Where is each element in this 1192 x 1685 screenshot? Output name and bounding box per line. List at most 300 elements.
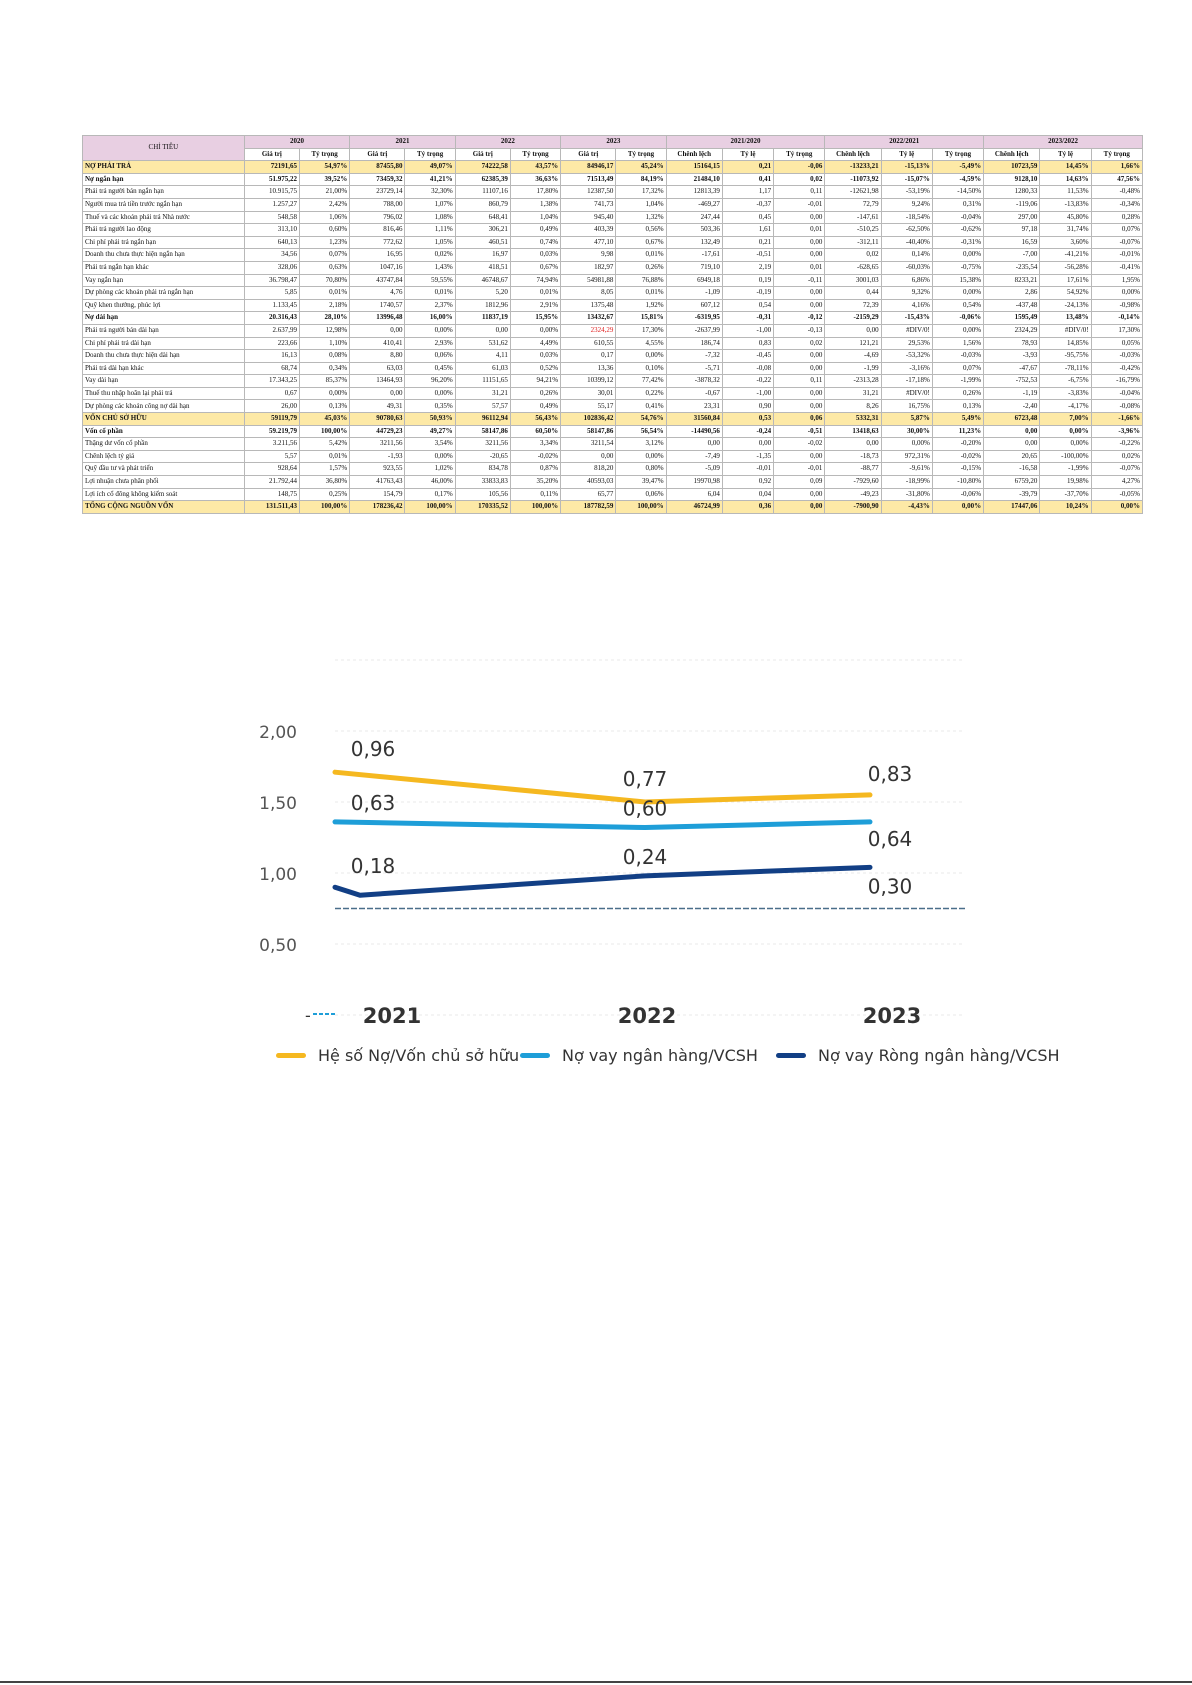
table-cell: 40593,03 [561,476,616,489]
table-cell: 0,00% [299,387,349,400]
table-cell: 0,14% [881,249,932,262]
table-cell: -0,13 [774,324,825,337]
table-cell: 36.798,47 [244,274,299,287]
table-cell: 9,24% [881,198,932,211]
table-cell: 10723,59 [984,161,1040,174]
table-cell: -1,00 [722,387,773,400]
table-cell: 0,67 [244,387,299,400]
table-cell: 0,00% [405,324,455,337]
table-cell: 0,00 [350,324,405,337]
table-cell: 719,10 [666,261,722,274]
table-cell: 945,40 [561,211,616,224]
table-cell: 94,21% [510,375,560,388]
table-row [83,299,1143,312]
table-cell: 41,21% [405,173,455,186]
table-cell: 17,30% [616,324,666,337]
table-cell: -1,99 [825,362,881,375]
row-label: Phải trả dài hạn khác [83,362,245,375]
table-cell: 4,55% [616,337,666,350]
table-cell: -0,15% [932,463,983,476]
table-cell: -0,07% [1091,236,1142,249]
table-cell: 1740,57 [350,299,405,312]
table-cell: 131.511,43 [244,501,299,514]
table-cell: 0,00 [825,438,881,451]
table-cell: 0,26% [616,261,666,274]
table-cell: 1.257,27 [244,198,299,211]
table-cell: -17,18% [881,375,932,388]
table-cell: 548,58 [244,211,299,224]
table-cell: 0,21 [722,236,773,249]
table-cell: 0,00% [616,350,666,363]
table-cell: 0,00 [774,211,825,224]
table-row [83,438,1143,451]
table-row [83,261,1143,274]
table-cell: 62385,39 [455,173,510,186]
table-cell: 0,00% [881,438,932,451]
table-cell: -0,62% [932,224,983,237]
table-cell: -0,20% [932,438,983,451]
table-cell: 45,03% [299,413,349,426]
table-cell: -0,06 [774,161,825,174]
table-row [83,400,1143,413]
table-cell: -18,99% [881,476,932,489]
table-cell: 7,00% [1040,413,1091,426]
table-cell: 132,49 [666,236,722,249]
row-label: Chi phí phải trả dài hạn [83,337,245,350]
table-cell: 328,06 [244,261,299,274]
row-label: Vay ngắn hạn [83,274,245,287]
table-cell: -0,51 [774,425,825,438]
table-cell: 0,00 [774,350,825,363]
table-cell: -0,37 [722,198,773,211]
table-cell: 97,18 [984,224,1040,237]
table-row [83,211,1143,224]
header-year: 2022 [455,136,560,149]
table-row [83,186,1143,199]
table-cell: 0,11 [774,186,825,199]
table-cell: 45,24% [616,161,666,174]
table-cell: 49,27% [405,425,455,438]
table-cell: -0,75% [932,261,983,274]
table-cell: -2313,28 [825,375,881,388]
table-cell: 87455,80 [350,161,405,174]
table-cell: -13233,21 [825,161,881,174]
x-tick-label: 2021 [362,1004,422,1028]
table-cell: 30,00% [881,425,932,438]
balance-sheet-table [82,135,1143,514]
table-cell: 306,21 [455,224,510,237]
table-cell: 178236,42 [350,501,405,514]
table-cell: 39,52% [299,173,349,186]
table-cell: 121,21 [825,337,881,350]
row-label: Phải trả ngắn hạn khác [83,261,245,274]
table-cell: -0,24 [722,425,773,438]
table-cell: -0,42% [1091,362,1142,375]
table-cell: 2324,29 [984,324,1040,337]
subheader: Tỷ trọng [405,148,455,161]
table-cell: 100,00% [616,501,666,514]
table-cell: 3211,56 [455,438,510,451]
axis-dash: - [305,1006,311,1025]
table-cell: 0,00% [405,450,455,463]
table-cell: 818,20 [561,463,616,476]
table-cell: 0,00% [616,450,666,463]
table-cell: 17.343,25 [244,375,299,388]
table-cell: -0,22% [1091,438,1142,451]
table-cell: 17447,06 [984,501,1040,514]
table-cell: 0,06% [405,350,455,363]
table-cell: -31,80% [881,488,932,501]
table-cell: -100,00% [1040,450,1091,463]
table-cell: 54,97% [299,161,349,174]
legend-item-debt-equity [276,1046,519,1065]
row-label: Nợ ngắn hạn [83,173,245,186]
table-cell: 21,00% [299,186,349,199]
table-cell: 186,74 [666,337,722,350]
table-cell: -13,83% [1040,198,1091,211]
row-label: TỔNG CỘNG NGUỒN VỐN [83,501,245,514]
table-cell: -10,80% [932,476,983,489]
subheader: Giá trị [350,148,405,161]
table-cell: 5,85 [244,287,299,300]
table-cell: 36,63% [510,173,560,186]
table-cell: 3,34% [510,438,560,451]
table-cell: 6,04 [666,488,722,501]
table-cell: 78,93 [984,337,1040,350]
table-cell: 0,36 [722,501,773,514]
table-cell: 16,59 [984,236,1040,249]
row-label: Chênh lệch tỷ giá [83,450,245,463]
series-line [335,867,870,895]
table-cell: 1,11% [405,224,455,237]
table-cell: 223,66 [244,337,299,350]
table-cell: 59.219,79 [244,425,299,438]
table-cell: -1,35 [722,450,773,463]
subheader: Tỷ trọng [510,148,560,161]
table-cell: 1,23% [299,236,349,249]
table-cell: 6723,48 [984,413,1040,426]
table-cell: 13,36 [561,362,616,375]
table-cell: 0,28% [1091,211,1142,224]
table-cell: 0,13% [932,400,983,413]
table-cell: 0,00% [510,324,560,337]
table-cell: 860,79 [455,198,510,211]
table-cell: -1,93 [350,450,405,463]
table-cell: -18,54% [881,211,932,224]
table-cell: 45,80% [1040,211,1091,224]
table-cell: 0,00% [932,501,983,514]
table-cell: 11151,65 [455,375,510,388]
table-cell: 0,63% [299,261,349,274]
row-label: Vay dài hạn [83,375,245,388]
page-bottom-rule [0,1681,1192,1683]
table-cell: 0,05% [1091,337,1142,350]
table-cell: -40,40% [881,236,932,249]
y-tick-label: 0,50 [259,936,297,956]
table-cell: 11,53% [1040,186,1091,199]
data-label: 0,60 [622,796,668,821]
table-cell: 13464,93 [350,375,405,388]
table-cell: 1,92% [616,299,666,312]
table-cell: 6949,18 [666,274,722,287]
legend-item-net-bank-debt [776,1046,1060,1065]
table-cell: 14,85% [1040,337,1091,350]
table-cell: -5,49% [932,161,983,174]
table-cell: 834,78 [455,463,510,476]
subheader: Tỷ lệ [722,148,773,161]
table-cell: 772,62 [350,236,405,249]
table-row [83,312,1143,325]
table-cell: 297,00 [984,211,1040,224]
table-cell: 1,05% [405,236,455,249]
table-cell: 96,20% [405,375,455,388]
table-cell: -628,65 [825,261,881,274]
table-cell: 17,61% [1040,274,1091,287]
table-cell: 610,55 [561,337,616,350]
table-cell: 20.316,43 [244,312,299,325]
subheader: Tỷ trọng [774,148,825,161]
table-cell: 74222,58 [455,161,510,174]
table-cell: 5,49% [932,413,983,426]
table-cell: 0,31% [932,198,983,211]
table-cell: 1,56% [932,337,983,350]
table-cell: 0,53 [722,413,773,426]
table-cell: 0,00 [666,438,722,451]
table-cell: -5,71 [666,362,722,375]
table-cell: 8,80 [350,350,405,363]
legend-label: Nợ vay Ròng ngân hàng/VCSH [818,1046,1060,1065]
table-cell: -53,32% [881,350,932,363]
table-cell: 85,37% [299,375,349,388]
table-cell: 0,01 [774,261,825,274]
table-cell: 76,88% [616,274,666,287]
subheader: Tỷ trọng [616,148,666,161]
table-cell: 0,00 [722,438,773,451]
table-cell: 0,00 [825,324,881,337]
table-cell: 46724,99 [666,501,722,514]
table-cell: 1375,48 [561,299,616,312]
table-cell: 0,01% [299,287,349,300]
row-label: VỐN CHỦ SỞ HỮU [83,413,245,426]
table-cell: 0,54 [722,299,773,312]
table-cell: 4,11 [455,350,510,363]
table-cell: -6319,95 [666,312,722,325]
table-cell: -11073,92 [825,173,881,186]
table-cell: 46748,67 [455,274,510,287]
table-cell: 0,17 [561,350,616,363]
row-label: Doanh thu chưa thực hiện dài hạn [83,350,245,363]
table-cell: 49,07% [405,161,455,174]
table-cell: 3,60% [1040,236,1091,249]
leverage-ratio-chart [255,590,975,1030]
table-cell: 0,00 [774,287,825,300]
table-cell: -4,43% [881,501,932,514]
y-tick-label: 2,00 [259,723,297,743]
table-cell: 29,53% [881,337,932,350]
table-cell: 102836,42 [561,413,616,426]
table-cell: 1,43% [405,261,455,274]
table-cell: 0,00% [1040,438,1091,451]
table-cell: 10.915,75 [244,186,299,199]
data-label: 0,18 [350,854,396,879]
table-cell: 21.792,44 [244,476,299,489]
table-cell: -78,11% [1040,362,1091,375]
table-cell: 0,09 [774,476,825,489]
table-cell: 0,90 [722,400,773,413]
table-cell: 0,02% [405,249,455,262]
table-cell: 0,21 [722,161,773,174]
subheader: Tỷ lệ [881,148,932,161]
table-cell: 796,02 [350,211,405,224]
table-cell: 0,01% [616,287,666,300]
table-cell: 0,03% [510,249,560,262]
table-cell: -7900,90 [825,501,881,514]
table-cell: 30,01 [561,387,616,400]
table-row [83,173,1143,186]
table-cell: 2,18% [299,299,349,312]
table-cell: 0,00 [774,387,825,400]
table-cell: 100,00% [405,501,455,514]
table-cell: 105,56 [455,488,510,501]
table-cell: 15164,15 [666,161,722,174]
table-cell: 0,00% [932,249,983,262]
table-cell: -4,59% [932,173,983,186]
table-cell: 8,26 [825,400,881,413]
table-row [83,198,1143,211]
data-label: 0,96 [350,737,396,762]
row-label: Người mua trả tiền trước ngắn hạn [83,198,245,211]
table-cell: 6759,20 [984,476,1040,489]
table-cell: 0,10% [616,362,666,375]
table-cell: 3,54% [405,438,455,451]
table-cell: 16,13 [244,350,299,363]
table-cell: 72191,65 [244,161,299,174]
table-cell: -1,66% [1091,413,1142,426]
header-compare-period: 2022/2021 [825,136,984,149]
table-cell: -0,02 [774,438,825,451]
table-cell: 8233,21 [984,274,1040,287]
table-cell: -0,01 [774,198,825,211]
table-cell: 0,00% [1040,425,1091,438]
row-label: Thuế thu nhập hoãn lại phải trả [83,387,245,400]
table-cell: 0,00% [932,324,983,337]
table-cell: -14490,56 [666,425,722,438]
table-cell: 1,04% [616,198,666,211]
table-cell: -3,16% [881,362,932,375]
table-cell: 0,00 [984,438,1040,451]
table-cell: 8,05 [561,287,616,300]
table-cell: -0,14% [1091,312,1142,325]
table-cell: 0,00 [774,450,825,463]
table-cell: 313,10 [244,224,299,237]
table-cell: 11837,19 [455,312,510,325]
table-cell: 607,12 [666,299,722,312]
row-label: Quỹ khen thưởng, phúc lợi [83,299,245,312]
table-cell: 2,91% [510,299,560,312]
table-cell: 23,31 [666,400,722,413]
table-cell: -17,61 [666,249,722,262]
table-cell: 96112,94 [455,413,510,426]
table-row [83,249,1143,262]
table-cell: 12813,39 [666,186,722,199]
data-label: 0,30 [867,874,913,899]
table-cell: 1,32% [616,211,666,224]
table-cell: 0,00 [350,387,405,400]
table-cell: 20,65 [984,450,1040,463]
table-cell: -0,04% [1091,387,1142,400]
table-cell: 31,74% [1040,224,1091,237]
table-cell: 72,79 [825,198,881,211]
table-cell: 0,00 [455,324,510,337]
table-cell: 5,20 [455,287,510,300]
table-cell: 43,57% [510,161,560,174]
table-cell: -95,75% [1040,350,1091,363]
table-cell: 74,94% [510,274,560,287]
table-cell: 13996,48 [350,312,405,325]
table-cell: 54981,88 [561,274,616,287]
table-cell: 2,86 [984,287,1040,300]
table-cell: 15,38% [932,274,983,287]
table-cell: 71513,49 [561,173,616,186]
table-cell: 15,81% [616,312,666,325]
table-cell: -0,41% [1091,261,1142,274]
table-cell: 0,08% [299,350,349,363]
table-cell: 0,44 [825,287,881,300]
table-cell: -37,70% [1040,488,1091,501]
table-cell: 0,35% [405,400,455,413]
table-cell: -7,49 [666,450,722,463]
table-cell: 741,73 [561,198,616,211]
table-row [83,425,1143,438]
table-cell: 3211,56 [350,438,405,451]
table-cell: 788,00 [350,198,405,211]
table-cell: 531,62 [455,337,510,350]
table-cell: 54,92% [1040,287,1091,300]
table-cell: 0,01 [774,224,825,237]
table-cell: 35,20% [510,476,560,489]
table-cell: 33833,83 [455,476,510,489]
table-cell: 410,41 [350,337,405,350]
table-cell: 182,97 [561,261,616,274]
table-cell: -41,21% [1040,249,1091,262]
subheader: Giá trị [244,148,299,161]
table-cell: 13432,67 [561,312,616,325]
table-cell: 47,56% [1091,173,1142,186]
table-row [83,413,1143,426]
table-cell: 0,52% [510,362,560,375]
table-cell: 56,43% [510,413,560,426]
table-cell: 0,02% [1091,450,1142,463]
table-cell: 0,00% [1091,287,1142,300]
table-cell: 0,34% [299,362,349,375]
table-cell: 72,39 [825,299,881,312]
table-cell: 0,01% [405,287,455,300]
subheader: Chênh lệch [825,148,881,161]
table-cell: 23729,14 [350,186,405,199]
table-cell: -2637,99 [666,324,722,337]
table-cell: 17,30% [1091,324,1142,337]
table-cell: -3,93 [984,350,1040,363]
table-cell: #DIV/0! [881,387,932,400]
table-cell: -49,23 [825,488,881,501]
table-cell: -7,32 [666,350,722,363]
table-cell: 403,39 [561,224,616,237]
table-cell: 0,00 [774,501,825,514]
table-cell: 1,17 [722,186,773,199]
table-cell: -0,01 [722,463,773,476]
table-header [83,136,1143,161]
table-cell: 0,11% [510,488,560,501]
